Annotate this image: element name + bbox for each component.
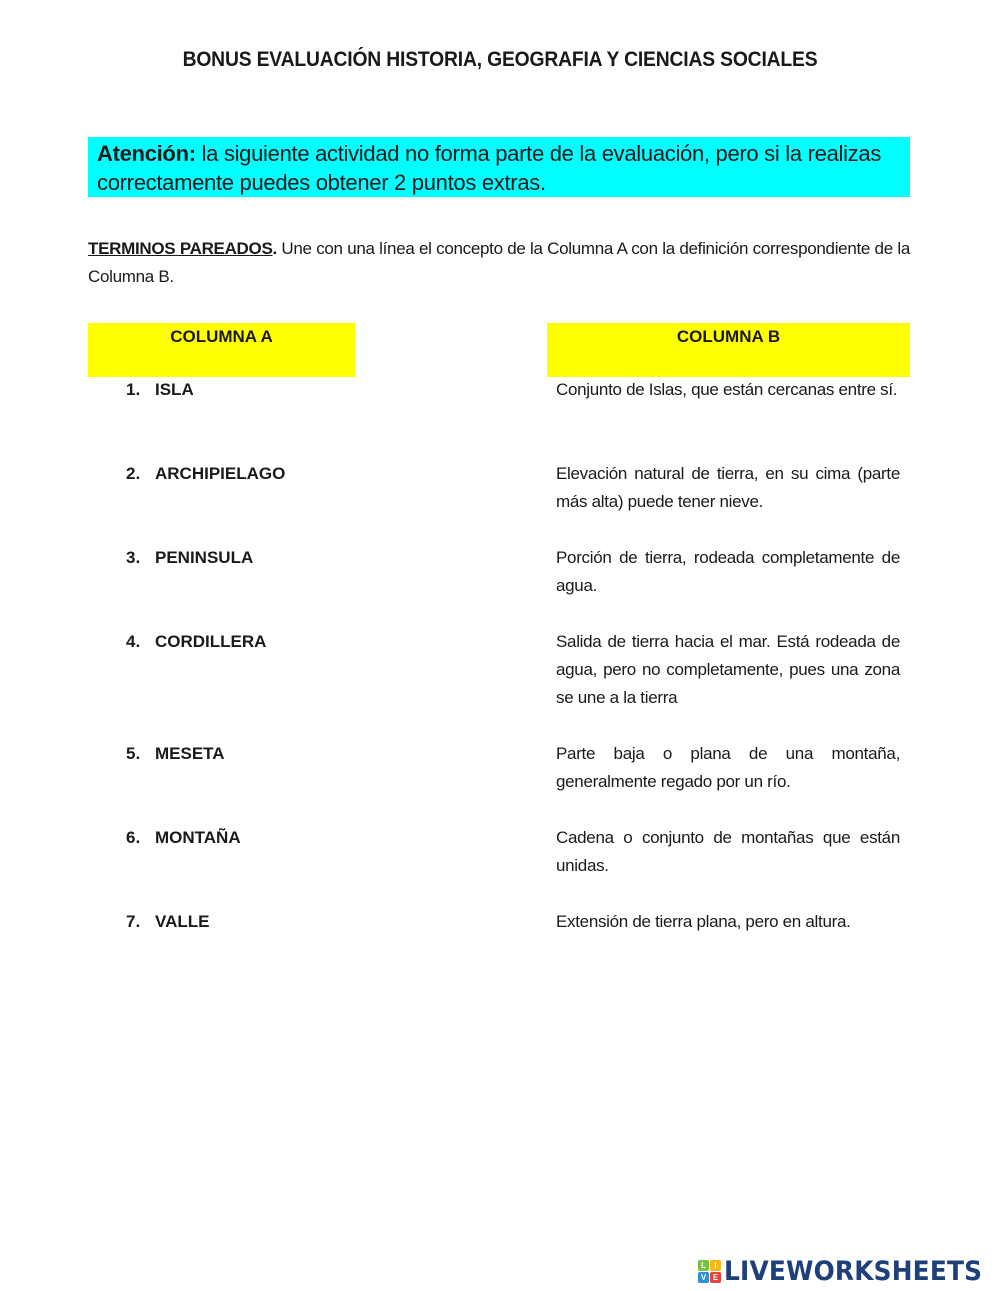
liveworksheets-logo bbox=[698, 1256, 1000, 1287]
term-label: ARCHIPIELAGO bbox=[155, 464, 286, 483]
term-number: 5. bbox=[126, 744, 141, 763]
document-title: BONUS EVALUACIÓN HISTORIA, GEOGRAFIA Y CIENCIAS SOCIALES bbox=[182, 48, 818, 71]
logo-letter: V bbox=[698, 1272, 709, 1283]
term-item[interactable] bbox=[126, 460, 285, 488]
attention-banner bbox=[88, 137, 910, 197]
logo-letter: E bbox=[710, 1272, 721, 1283]
term-number: 7. bbox=[126, 912, 141, 931]
definition-item[interactable]: Parte baja o plana de una montaña, generalmente regado por un río. bbox=[556, 744, 900, 791]
live-blocks-icon bbox=[698, 1260, 721, 1283]
definition-item[interactable]: Salida de tierra hacia el mar. Está rodeada de agua, pero no completamente, pues una zona se une a la tierra bbox=[556, 632, 900, 707]
instructions-lead-dot: . bbox=[272, 239, 277, 258]
term-item[interactable] bbox=[126, 824, 241, 852]
attention-text: la siguiente actividad no forma parte de la evaluación, pero si la realizas correctamente puedes obtener 2 puntos extras. bbox=[97, 141, 882, 195]
term-label: PENINSULA bbox=[155, 548, 254, 567]
term-item[interactable] bbox=[126, 376, 194, 404]
definition-item[interactable]: Porción de tierra, rodeada completamente de agua. bbox=[556, 548, 900, 595]
term-label: ISLA bbox=[155, 380, 194, 399]
logo-letter: L bbox=[698, 1260, 709, 1271]
definition-item[interactable]: Elevación natural de tierra, en su cima (parte más alta) puede tener nieve. bbox=[556, 464, 900, 511]
term-item[interactable] bbox=[126, 740, 225, 768]
term-label: MESETA bbox=[155, 744, 225, 763]
column-a-header: COLUMNA A bbox=[88, 323, 355, 377]
term-label: VALLE bbox=[155, 912, 210, 931]
term-number: 4. bbox=[126, 632, 141, 651]
instructions bbox=[88, 235, 910, 291]
term-label: CORDILLERA bbox=[155, 632, 267, 651]
term-number: 3. bbox=[126, 548, 141, 567]
definition-item[interactable]: Cadena o conjunto de montañas que están unidas. bbox=[556, 828, 900, 875]
term-label: MONTAÑA bbox=[155, 828, 241, 847]
logo-letter: I bbox=[710, 1260, 721, 1271]
logo-text: LIVEWORKSHEETS bbox=[724, 1256, 983, 1287]
term-item[interactable] bbox=[126, 544, 253, 572]
column-b-header: COLUMNA B bbox=[547, 323, 910, 377]
definition-item[interactable]: Conjunto de Islas, que están cercanas entre sí. bbox=[556, 380, 898, 399]
term-number: 6. bbox=[126, 828, 141, 847]
attention-label: Atención: bbox=[97, 141, 196, 166]
term-number: 2. bbox=[126, 464, 141, 483]
instructions-text: Une con una línea el concepto de la Columna A con la definición correspondiente de la Columna B. bbox=[88, 239, 910, 286]
instructions-lead: TERMINOS PAREADOS bbox=[88, 239, 273, 258]
term-item[interactable] bbox=[126, 908, 209, 936]
term-number: 1. bbox=[126, 380, 141, 399]
definition-item[interactable]: Extensión de tierra plana, pero en altura. bbox=[556, 912, 851, 931]
term-item[interactable] bbox=[126, 628, 266, 656]
